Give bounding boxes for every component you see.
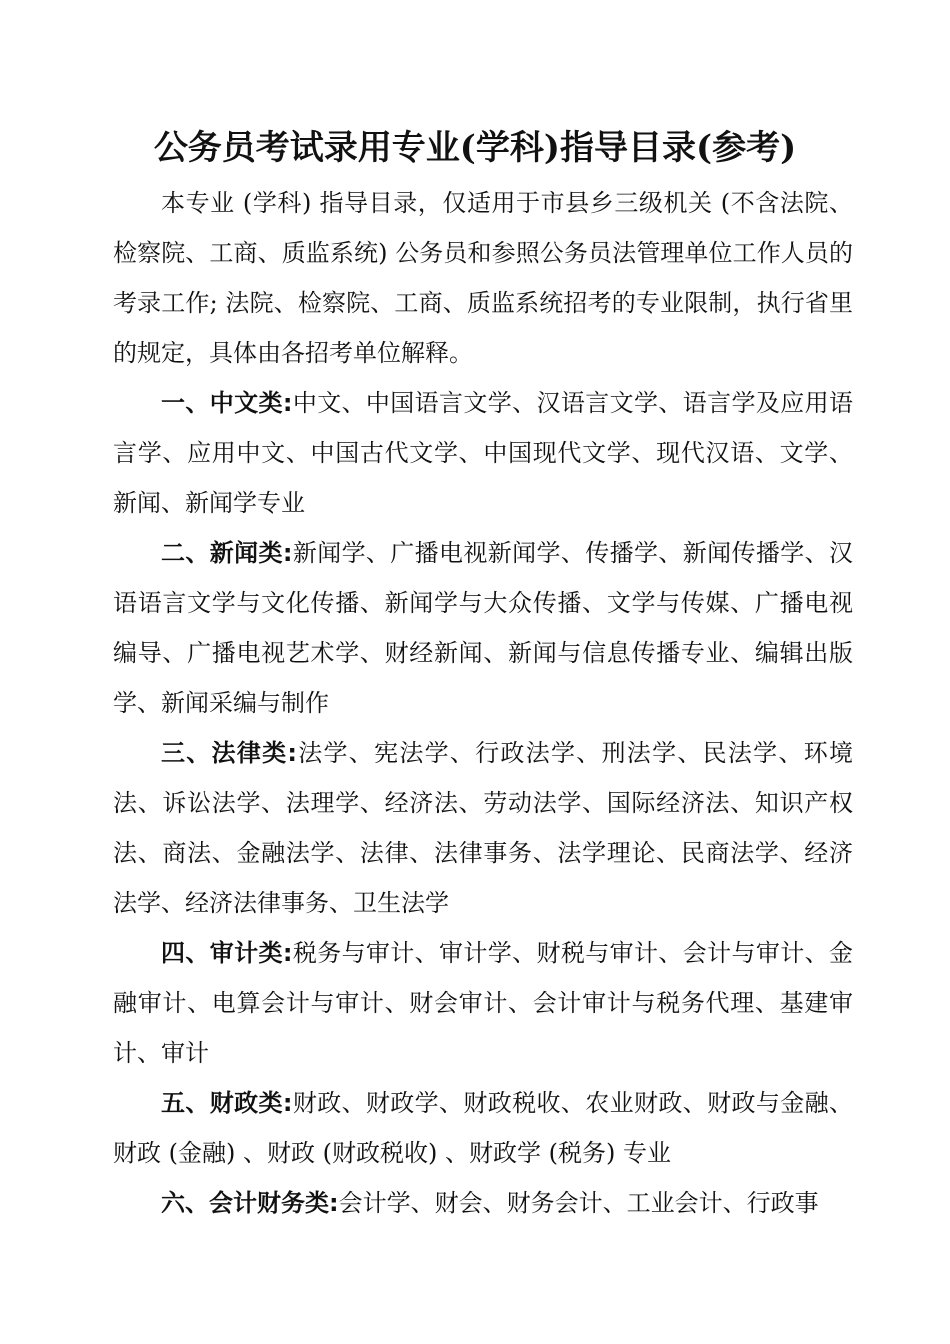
section-content: 财政、财政学、财政税收、农业财政、财政与金融、财政 (金融) 、财政 (财政税收) 、财政学 (税务) 专业 xyxy=(113,1089,853,1167)
section-content: 会计学、财会、财务会计、工业会计、行政事 xyxy=(338,1189,819,1217)
section-content: 法学、宪法学、行政法学、刑法学、民法学、环境法、诉讼法学、法理学、经济法、劳动法学、国际经济法、知识产权法、商法、金融法学、法律、法律事务、法学理论、民商法学、经济法学、经济法律事务、卫生法学 xyxy=(113,739,853,917)
document-body xyxy=(113,178,853,1228)
section-heading: 一、中文类: xyxy=(161,389,293,417)
section-content: 新闻学、广播电视新闻学、传播学、新闻传播学、汉语语言文学与文化传播、新闻学与大众传播、文学与传媒、广播电视编导、广播电视艺术学、财经新闻、新闻与信息传播专业、编辑出版学、新闻采编与制作 xyxy=(113,539,853,717)
section-paragraph xyxy=(113,378,853,528)
section-heading: 六、会计财务类: xyxy=(161,1189,339,1217)
section-content: 中文、中国语言文学、汉语言文学、语言学及应用语言学、应用中文、中国古代文学、中国现代文学、现代汉语、文学、新闻、新闻学专业 xyxy=(113,389,853,517)
section-paragraph xyxy=(113,1178,853,1228)
section-heading: 五、财政类: xyxy=(161,1089,293,1117)
intro-paragraph: 本专业 (学科) 指导目录，仅适用于市县乡三级机关 (不含法院、检察院、工商、质监系统) 公务员和参照公务员法管理单位工作人员的考录工作; 法院、检察院、工商、质监系统招考的专业限制，执行省里的规定，具体由各招考单位解释。 xyxy=(113,189,853,367)
section-paragraph xyxy=(113,1078,853,1178)
section-heading: 三、法律类: xyxy=(161,739,297,767)
section-heading: 二、新闻类: xyxy=(161,539,293,567)
section-content: 税务与审计、审计学、财税与审计、会计与审计、金融审计、电算会计与审计、财会审计、会计审计与税务代理、基建审计、审计 xyxy=(113,939,853,1067)
section-paragraph xyxy=(113,928,853,1078)
section-paragraph xyxy=(113,528,853,728)
section-paragraph xyxy=(113,728,853,928)
section-heading: 四、审计类: xyxy=(161,939,293,967)
document-title: 公务员考试录用专业(学科)指导目录(参考) xyxy=(153,128,797,168)
